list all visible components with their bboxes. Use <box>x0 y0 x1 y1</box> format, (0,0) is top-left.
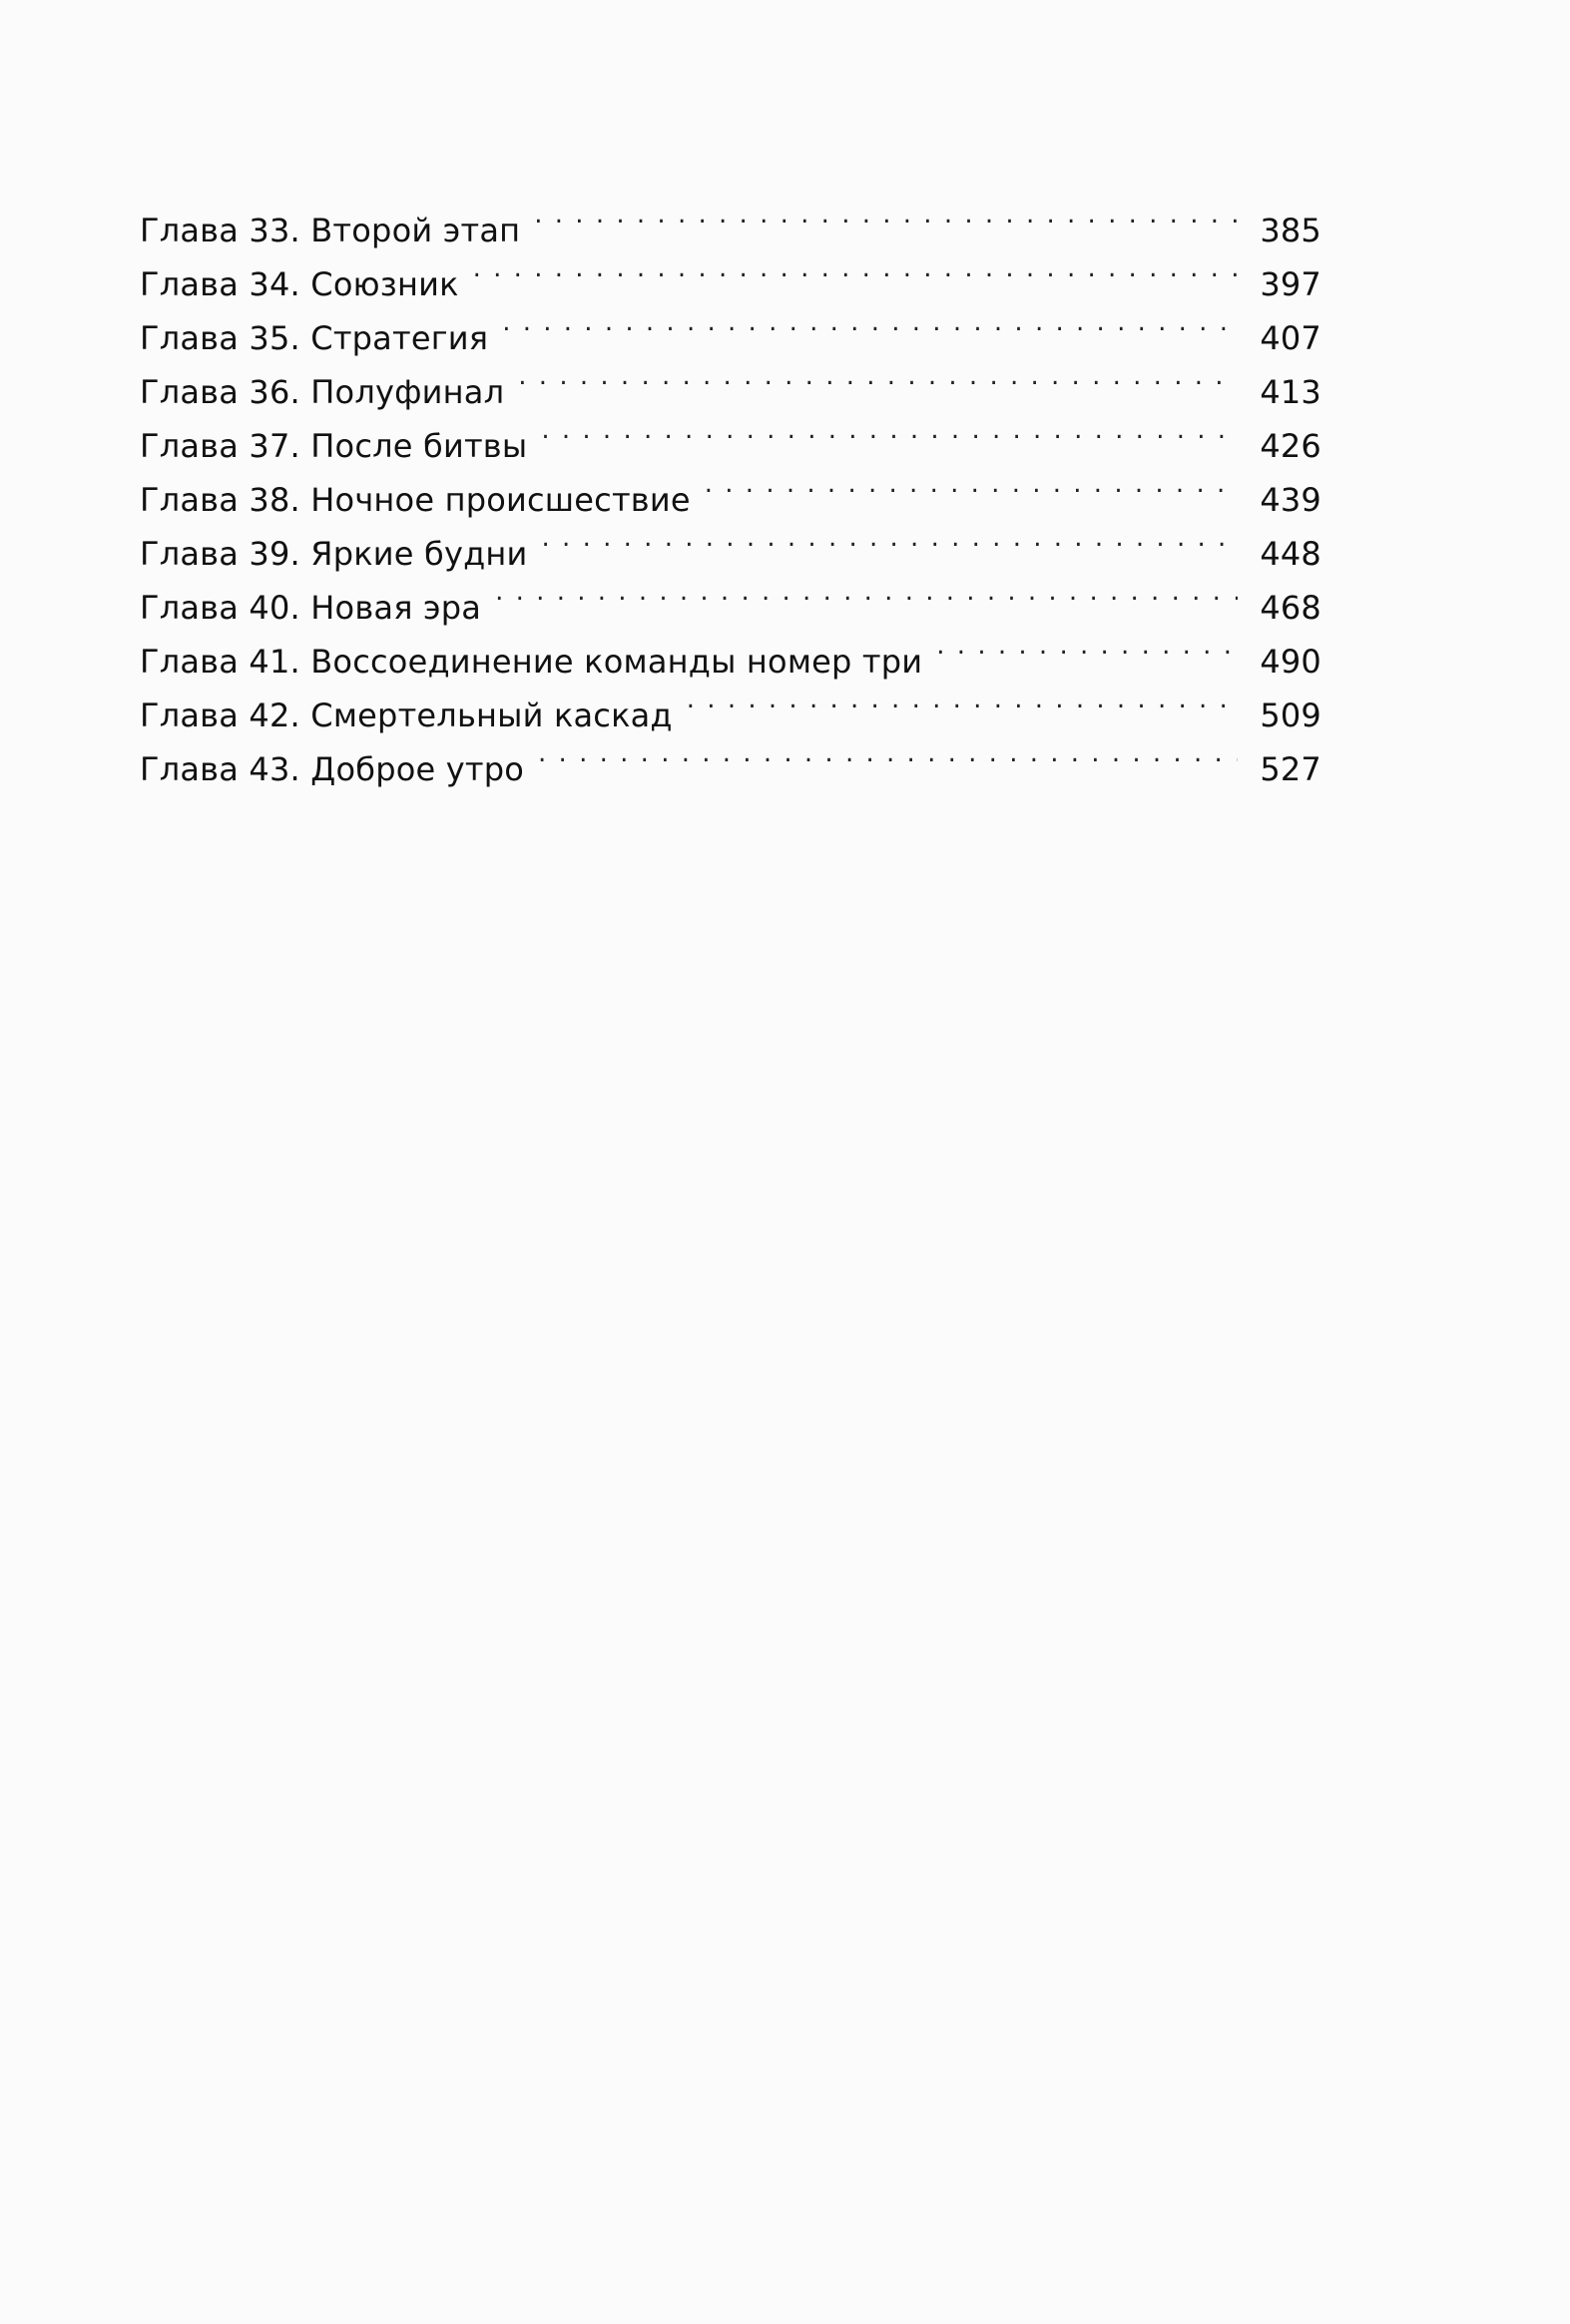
chapter-title: Глава 42. Смертельный каскад <box>140 697 673 734</box>
dot-leader <box>538 726 1238 780</box>
page-number: 385 <box>1260 212 1321 249</box>
dot-leader <box>542 511 1238 565</box>
chapter-title: Глава 40. Новая эра <box>140 589 482 627</box>
chapter-title: Глава 35. Стратегия <box>140 319 489 357</box>
page-number: 490 <box>1260 643 1321 681</box>
dot-leader <box>541 403 1238 457</box>
chapter-title: Глава 38. Ночное происшествие <box>140 481 691 519</box>
chapter-title: Глава 37. После битвы <box>140 427 528 465</box>
page-number: 397 <box>1260 265 1321 303</box>
page-number: 439 <box>1260 481 1321 519</box>
page-number: 448 <box>1260 535 1321 573</box>
chapter-title: Глава 33. Второй этап <box>140 212 521 249</box>
page-number: 509 <box>1260 697 1321 734</box>
chapter-title: Глава 36. Полуфинал <box>140 373 505 411</box>
page-number: 527 <box>1260 750 1321 788</box>
table-of-contents <box>140 188 1321 788</box>
dot-leader <box>502 295 1238 349</box>
dot-leader <box>936 619 1238 673</box>
dot-leader <box>534 188 1238 241</box>
page-number: 407 <box>1260 319 1321 357</box>
page-number: 413 <box>1260 373 1321 411</box>
toc-entry-chapter-33 <box>140 188 1321 249</box>
chapter-title: Глава 34. Союзник <box>140 265 459 303</box>
dot-leader <box>495 565 1238 619</box>
page-number: 468 <box>1260 589 1321 627</box>
chapter-title: Глава 41. Воссоединение команды номер три <box>140 643 923 681</box>
chapter-title: Глава 39. Яркие будни <box>140 535 528 573</box>
page-number: 426 <box>1260 427 1321 465</box>
dot-leader <box>473 241 1238 295</box>
dot-leader <box>518 349 1238 403</box>
dot-leader <box>687 673 1238 726</box>
chapter-title: Глава 43. Доброе утро <box>140 750 525 788</box>
dot-leader <box>705 457 1238 511</box>
